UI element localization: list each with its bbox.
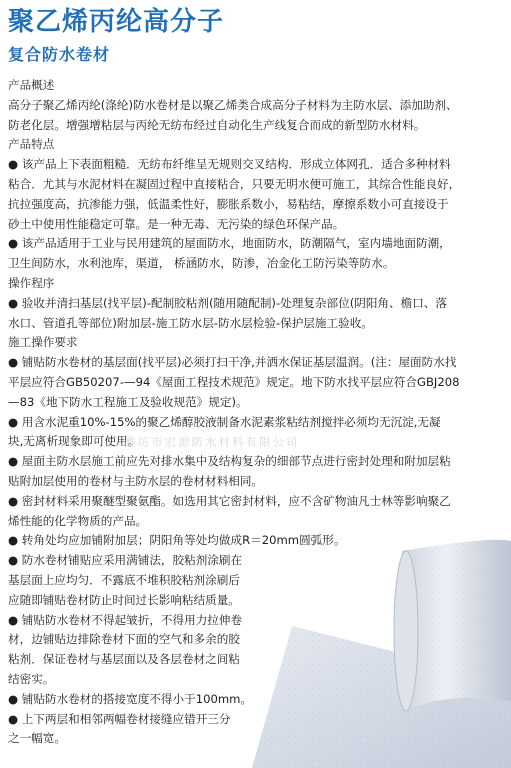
section-heading-overview: 产品概述 xyxy=(8,78,55,92)
doc-subtitle: 复合防水卷材 xyxy=(8,45,111,64)
watermark: 潍坊市宏源防水材料有限公司 xyxy=(124,435,300,449)
roll-end xyxy=(394,551,418,711)
paragraph-line: ● 铺贴防水卷材的基层面(找平层)必须打扫干净,并洒水保证基层温润。(注：屋面防水找 xyxy=(8,355,457,370)
paragraph-line: 粘剂．保证卷材与基层面以及各层卷材之间粘 xyxy=(8,652,240,667)
paragraph-line: ● 转角处均应加铺附加层；阴阳角等处均做成R＝20mm圆弧形。 xyxy=(8,533,346,548)
paragraph-line: 应随即铺贴卷材防止时间过长影响粘结质量。 xyxy=(8,592,240,607)
paragraph-line: —83《地下防水工程施工及验收规范》规定)。 xyxy=(8,394,248,409)
section-heading-procedure: 操作程序 xyxy=(8,275,55,290)
paragraph-line: 材，边铺贴边排除卷材下面的空气和多余的胶 xyxy=(8,632,240,647)
paragraph-line: 高分子聚乙烯丙纶(涤纶)防水卷材是以聚乙烯类合成高分子材料为主防水层、添加助剂、 xyxy=(8,97,458,112)
paragraph-line: 平层应符合GB50207-—94《屋面工程技术规范》规定。地下防水找平层应符合GBJ208 xyxy=(8,374,460,389)
doc-title: 聚乙烯丙纶高分子 xyxy=(8,7,225,37)
paragraph-line: 烯性能的化学物质的产品。 xyxy=(8,513,148,528)
paragraph-line: 贴附加层使用的卷材与主防水层的卷材材料相同。 xyxy=(8,473,264,488)
paragraph-line: 基层面上应均匀．不露底不堆积胶粘剂涂刷后 xyxy=(8,572,240,587)
paragraph-line: ● 防水卷材铺贴应采用满铺法，胶粘剂涂刷在 xyxy=(8,553,243,568)
paragraph-line: ● 验收并清扫基层(找平层)-配制胶粘剂(随用随配制)-处理复杂部位(阴阳角、檐口、落 xyxy=(8,295,447,310)
paragraph-line: ● 该产品适用于工业与民用建筑的屋面防水，地面防水，防潮隔气，室内墙地面防潮， xyxy=(8,236,451,251)
paragraph-line: 抗拉强度高，抗渗能力强，低温柔性好，膨胀系数小，易粘结，摩擦系数小可直接设于 xyxy=(8,196,449,211)
paragraph-line: ● 屋面主防水层施工前应先对排水集中及结构复杂的细部节点进行密封处理和附加层粘 xyxy=(8,454,451,469)
paragraph-line: 水口、管道孔等部位)附加层-施工防水层-防水层检验-保护层施工验收。 xyxy=(8,315,373,330)
paragraph-line: ● 铺贴防水卷材的搭接宽度不得小于100mm。 xyxy=(8,691,253,706)
paragraph-line: ● 密封材料采用聚醚型聚氨酯。如选用其它密封材料，应不含矿物油凡士林等影响聚乙 xyxy=(8,493,451,508)
paragraph-line: ● 上下两层和相邻两幅卷材接缝应错开三分 xyxy=(8,711,231,726)
paragraph-line: 之一幅宽。 xyxy=(8,731,66,746)
membrane-roll-image xyxy=(252,531,511,768)
section-heading-features: 产品特点 xyxy=(8,137,55,152)
paragraph-line: ● 用含水泥重10%-15%的聚乙烯醇胶液制备水泥素浆粘结剂搅拌必须均无沉淀,无凝 xyxy=(8,414,441,429)
paragraph-line: 粘合．尤其与水泥材料在凝固过程中直接粘合，只要无明水便可施工，其综合性能良好， xyxy=(8,176,461,191)
paragraph-line: 防老化层。增强增粘层与丙纶无纺布经过自动化生产线复合而成的新型防水材料。 xyxy=(8,117,426,132)
paragraph-line: ● 该产品上下表面粗糙．无纺布纤维呈无规则交叉结构．形成立体网孔．适合多种材料 xyxy=(8,157,451,172)
paragraph-line: 块,无离析现象即可使用。 xyxy=(8,434,140,449)
paragraph-line: 砂土中使用性能稳定可靠。是一种无毒、无污染的绿色环保产品。 xyxy=(8,216,345,231)
section-heading-requirements: 施工操作要求 xyxy=(8,335,78,350)
paragraph-line: 卫生间防水，水利池库，渠道， 桥涵防水，防渗，冶金化工防污染等防水。 xyxy=(8,256,395,271)
paragraph-line: ● 铺贴防水卷材不得起皱折，不得用力拉伸卷 xyxy=(8,612,243,627)
paragraph-line: 结密实。 xyxy=(8,671,55,686)
